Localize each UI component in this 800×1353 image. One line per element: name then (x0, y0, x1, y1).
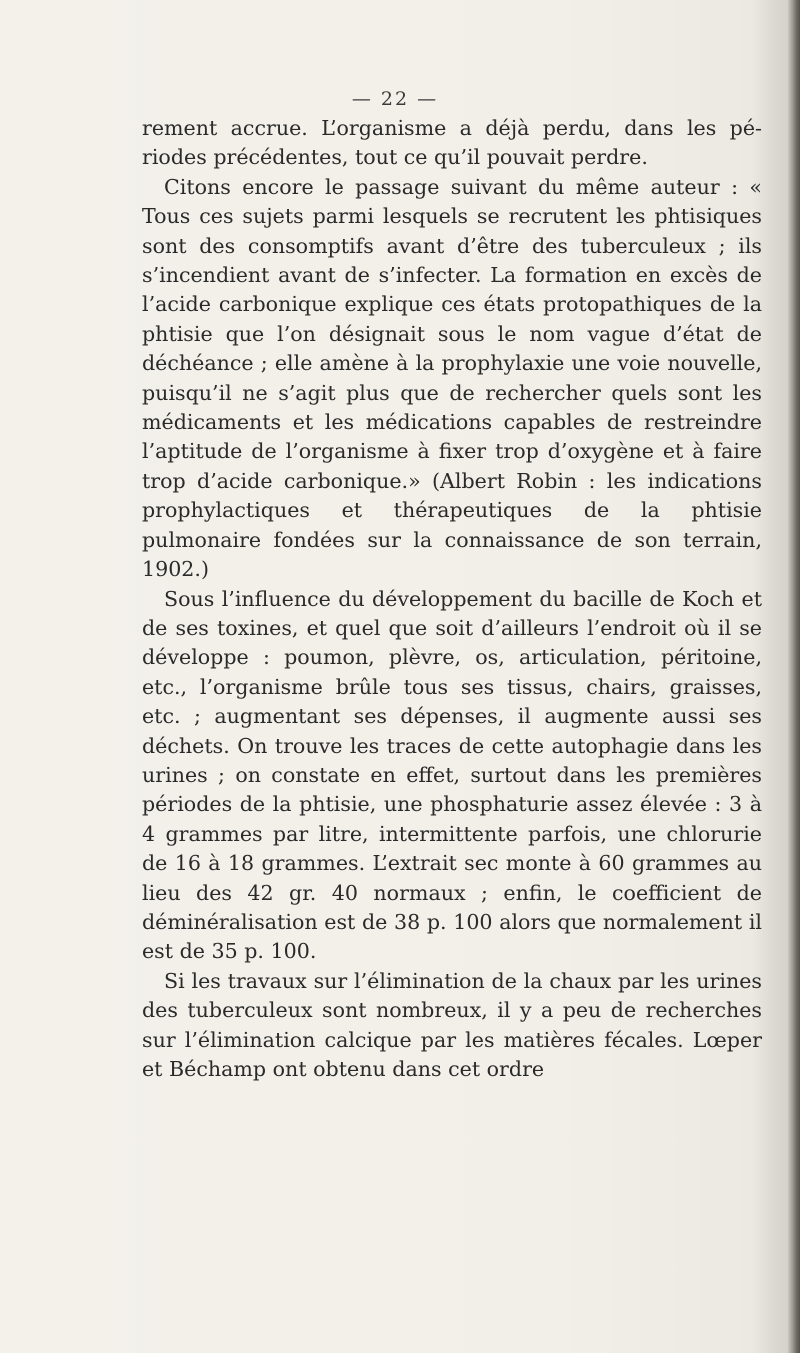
paragraph-4: Si les travaux sur l’élimination de la chaux par les urines des tuberculeux sont nombreux, il y a peu de recherches sur l’élimination calcique par les matières fécales. Lœper et Béchamp ont obtenu dans cet ordre (142, 968, 762, 1081)
body-text (142, 114, 762, 1084)
page-number: — 22 — (351, 88, 439, 110)
paragraph-2: Citons encore le passage suivant du même auteur : « Tous ces sujets parmi lesquels se recrutent les phtisiques sont des consomptifs avant d’être des tuberculeux ; ils s’incendient avant de s’infecter. La formation en excès de l’acide carbonique explique ces états protopathiques de la phtisie que l’on désignait sous le nom vague d’état de déchéance ; elle amène à la prophylaxie une voie nouvelle, puisqu’il ne s’agit plus que de rechercher quels sont les médicaments et les médications capables de restreindre l’aptitude de l’organisme à fixer trop d’oxygène et à faire trop d’acide carbonique.» (Albert Robin : les indications prophylactiques et thérapeutiques de la phtisie pulmonaire fondées sur la connaissance de son terrain, 1902.) (142, 174, 762, 582)
paragraph-3: Sous l’influence du développement du bacille de Koch et de ses toxines, et quel que soit d’ailleurs l’endroit où il se développe : poumon, plèvre, os, articulation, péritoine, etc., l’organisme brûle tous ses tissus, chairs, graisses, etc. ; augmentant ses dépenses, il augmente aussi ses déchets. On trouve les traces de cette autophagie dans les urines ; on constate en effet, surtout dans les premières périodes de la phtisie, une phosphaturie assez élevée : 3 à 4 grammes par litre, intermittente parfois, une chlorurie de 16 à 18 grammes. L’extrait sec monte à 60 grammes au lieu des 42 gr. 40 normaux ; enfin, le coefficient de déminéralisation est de 38 p. 100 alors que normalement il est de 35 p. 100. (142, 586, 762, 964)
paragraph-1: rement accrue. L’organisme a déjà perdu, dans les périodes précédentes, tout ce qu’il pouvait perdre. (142, 116, 762, 170)
page-edge-shadow (788, 0, 800, 1353)
